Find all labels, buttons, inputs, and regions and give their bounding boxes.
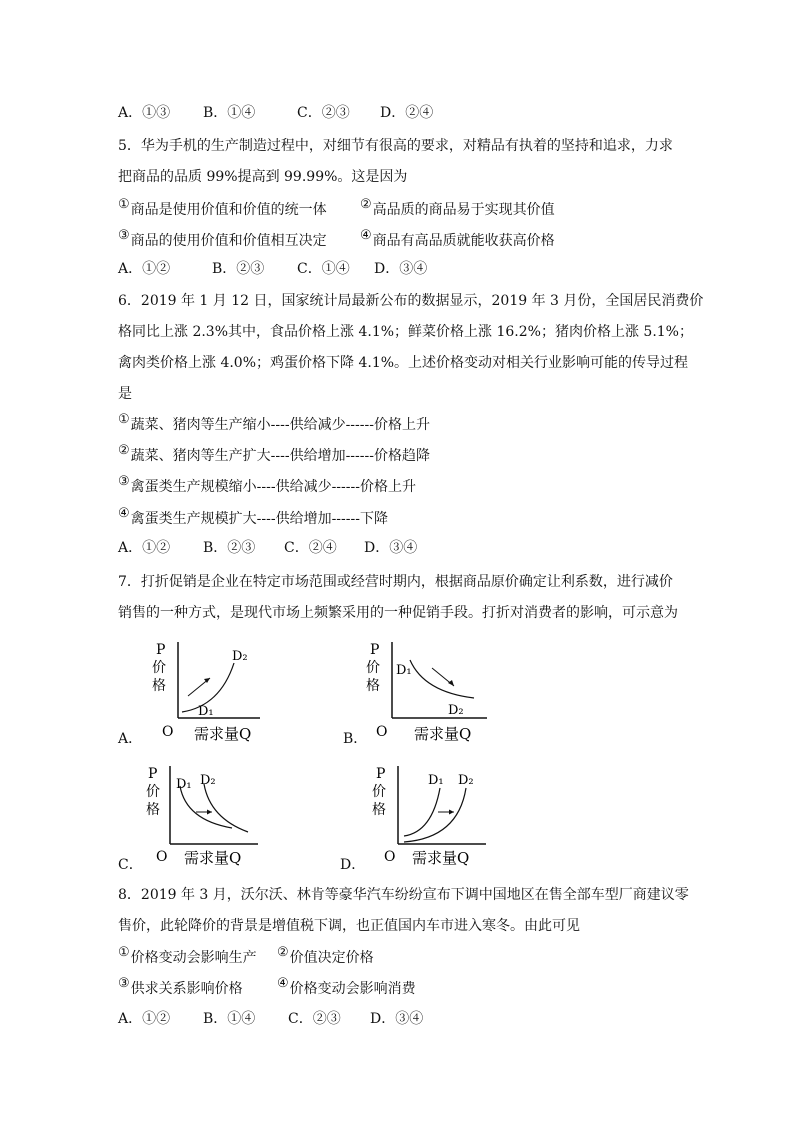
d1-label: D₁ — [198, 704, 214, 719]
q6-stem-line-3: 禽肉类价格上涨 4.0%；鸡蛋价格下降 4.1%。上述价格变动对相关行业影响可能的传导过程 — [118, 355, 689, 371]
q8-item-2: ②价值决定价格 — [277, 945, 374, 966]
q8-stem-line-1: 8．2019 年 3 月，沃尔沃、林肯等豪华汽车纷纷宣布下调中国地区在售全部车型厂商建议零 — [118, 887, 689, 903]
q8-option-c: C．②③ — [288, 1011, 341, 1027]
axis-price-label-1: 价 — [366, 660, 380, 676]
q8-stem-line-2: 售价，此轮降价的背景是增值税下调，也正值国内车市进入寒冬。由此可见 — [118, 918, 580, 934]
q6-option-b: B．②③ — [203, 540, 256, 556]
q7-graph-b — [362, 638, 502, 748]
axis-price-label-1: 价 — [146, 784, 160, 800]
q7-graph-d — [368, 762, 498, 872]
q8-option-a: A．①② — [118, 1011, 171, 1027]
shift-arrow-head — [449, 810, 454, 815]
axis-q-label: 需求量Q — [194, 725, 252, 743]
q7-label-d: D． — [340, 857, 366, 873]
axis-price-label-1: 价 — [152, 660, 166, 676]
axis-p-label: P — [376, 766, 386, 782]
demand-curve-d1 — [404, 788, 440, 836]
q5-stem-line-1: 5．华为手机的生产制造过程中，对细节有很高的要求，对精品有执着的坚持和追求，力求 — [118, 138, 673, 154]
q6-stem-line-2: 格同比上涨 2.3%其中，食品价格上涨 4.1%；鲜菜价格上涨 16.2%；猪肉价格上涨 5.1%； — [118, 324, 693, 340]
axis-q-label: 需求量Q — [412, 849, 470, 867]
q7-stem-line-2: 销售的一种方式，是现代市场上频繁采用的一种促销手段。打折对消费者的影响，可示意为 — [118, 605, 678, 621]
q5-option-b: B．②③ — [212, 261, 265, 277]
q6-option-a: A．①② — [118, 540, 171, 556]
shift-arrow-head — [207, 810, 212, 815]
q7-label-a: A． — [118, 731, 143, 747]
q4-option-b: B．①④ — [203, 105, 256, 121]
axis-p-label: P — [148, 766, 158, 782]
d1-label: D₁ — [428, 773, 444, 788]
q5-option-d: D．③④ — [374, 261, 428, 277]
q6-item-4: ④禽蛋类生产规模扩大----供给增加------下降 — [118, 506, 388, 527]
axis-p-label: P — [370, 642, 380, 658]
axis-price-label-2: 格 — [152, 678, 166, 694]
q6-item-3: ③禽蛋类生产规模缩小----供给减少------价格上升 — [118, 474, 416, 495]
axis-q-label: 需求量Q — [414, 725, 472, 743]
q7-graph-a — [148, 638, 278, 748]
q6-item-2: ②蔬菜、猪肉等生产扩大----供给增加------价格趋降 — [118, 443, 430, 464]
q8-item-1: ①价格变动会影响生产 — [118, 945, 257, 966]
q4-option-a: A．①③ — [118, 105, 171, 121]
q7-stem-line-1: 7．打折促销是企业在特定市场范围或经营时期内，根据商品原价确定让利系数，进行减价 — [118, 574, 673, 590]
q5-stem-line-2: 把商品的品质 99%提高到 99.99%。这是因为 — [118, 169, 408, 185]
q7-graph-c — [148, 762, 278, 872]
d2-label: D₂ — [200, 773, 216, 788]
origin-label: O — [376, 724, 388, 740]
q5-item-3: ③商品的使用价值和价值相互决定 — [118, 228, 327, 249]
demand-curve — [410, 660, 474, 698]
axis-p-label: P — [156, 642, 166, 658]
origin-label: O — [156, 849, 168, 865]
q5-item-1: ①商品是使用价值和价值的统一体 — [118, 197, 327, 218]
axis-price-label-2: 格 — [366, 678, 380, 694]
axis-price-label-2: 格 — [372, 802, 386, 818]
d2-label: D₂ — [458, 773, 474, 788]
q6-stem-line-4: 是 — [118, 386, 132, 402]
d2-label: D₂ — [448, 703, 464, 718]
q5-option-c: C．①④ — [297, 261, 350, 277]
shift-arrow-head — [448, 680, 454, 686]
d1-label: D₁ — [176, 777, 192, 792]
q6-option-c: C．②④ — [284, 540, 337, 556]
q4-option-c: C．②③ — [297, 105, 350, 121]
q6-stem-line-1: 6．2019 年 1 月 12 日，国家统计局最新公布的数据显示，2019 年 3 月份，全国居民消费价 — [118, 293, 704, 309]
q6-option-d: D．③④ — [364, 540, 418, 556]
axis-price-label-1: 价 — [372, 784, 386, 800]
d2-label: D₂ — [232, 649, 248, 664]
axis-price-label-2: 格 — [146, 802, 160, 818]
q6-item-1: ①蔬菜、猪肉等生产缩小----供给减少------价格上升 — [118, 412, 430, 433]
q8-item-4: ④价格变动会影响消费 — [277, 976, 416, 997]
q5-option-a: A．①② — [118, 261, 171, 277]
origin-label: O — [162, 724, 174, 740]
demand-curve-d2 — [204, 784, 248, 832]
d1-label: D₁ — [396, 663, 412, 678]
q4-option-d: D．②④ — [380, 105, 434, 121]
q7-label-b: B． — [343, 731, 368, 747]
q8-option-d: D．③④ — [370, 1011, 424, 1027]
axis-q-label: 需求量Q — [184, 849, 242, 867]
q5-item-2: ②高品质的商品易于实现其价值 — [360, 197, 555, 218]
q7-label-c: C． — [118, 857, 143, 873]
q5-item-4: ④商品有高品质就能收获高价格 — [360, 228, 555, 249]
q8-item-3: ③供求关系影响价格 — [118, 976, 243, 997]
origin-label: O — [384, 849, 396, 865]
q8-option-b: B．①④ — [203, 1011, 256, 1027]
